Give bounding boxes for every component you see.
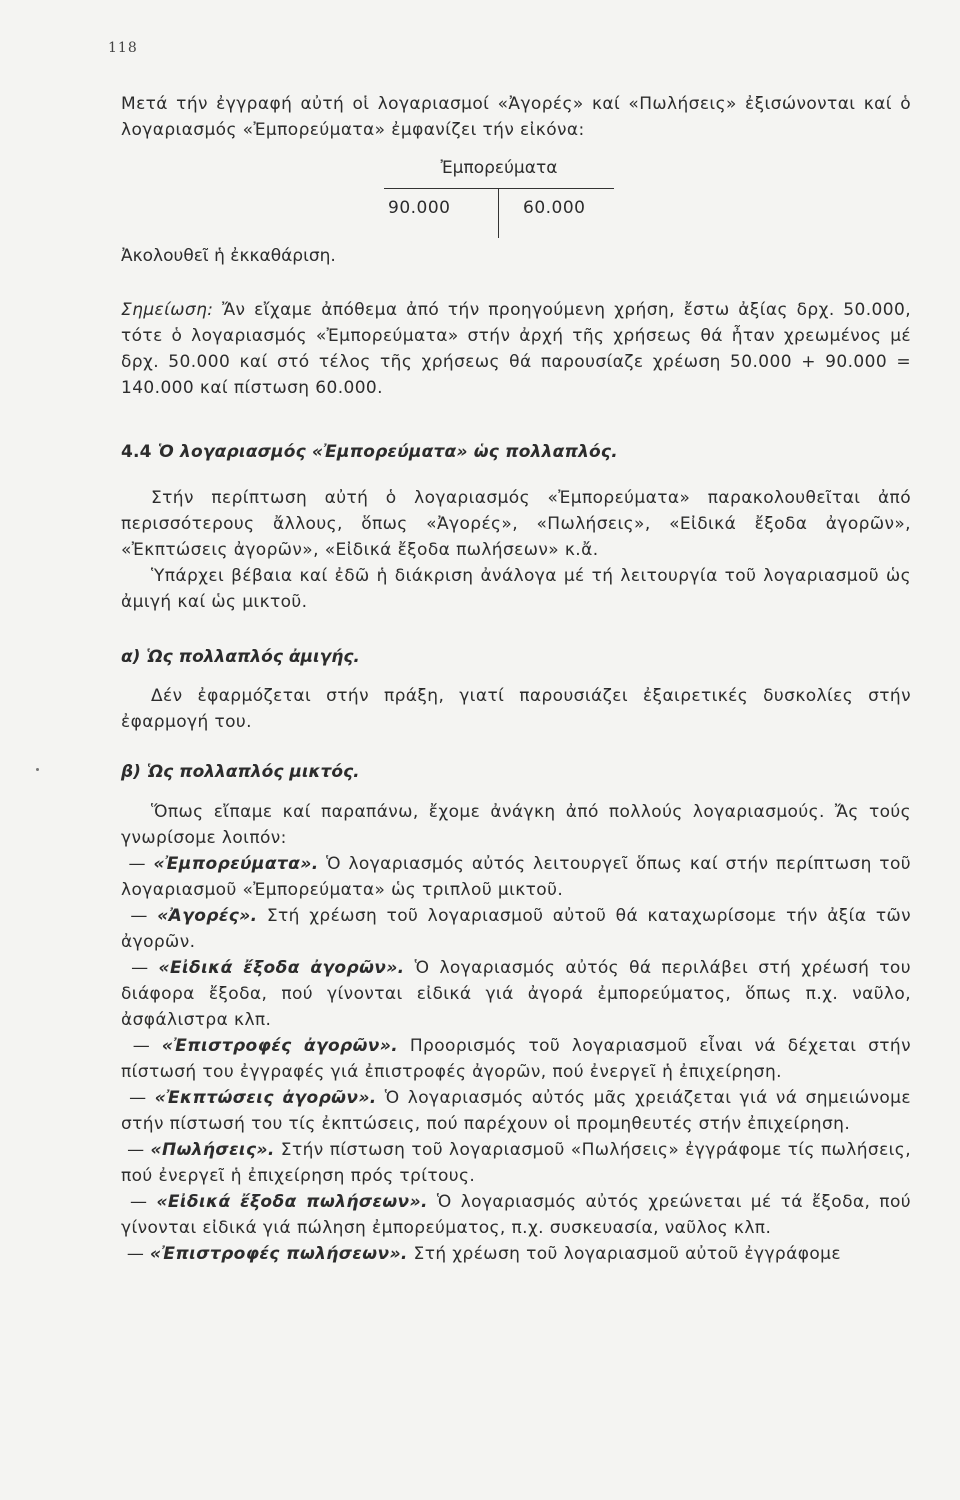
note-text: Ἄν εἴχαμε ἀπόθεμα ἀπό τήν προηγούμενη χρήση, ἔστω ἀξίας δρχ. 50.000, τότε ὁ λογαριασμός «Ἐμπορεύματα» στήν ἀρχή τῆς χρήσεως θά ἦταν χρεωμένος μέ δρχ. 50.000 καί στό τέλος τῆς χρήσεως θά παρουσίαζε χρέωση 50.000 + 90.000 = 140.000 καί πίστωση 60.000.	[121, 300, 911, 398]
subheading-a: α) Ὡς πολλαπλός ἀμιγής.	[121, 647, 360, 667]
t-account-credit: 60.000	[523, 198, 586, 218]
section-intro-paragraph-2: Ὑπάρχει βέβαια καί ἐδῶ ἡ διάκριση ἀνάλογα μέ τή λειτουργία τοῦ λογαριασμοῦ ὡς ἀμιγή καί ὡς μικτοῦ.	[121, 566, 911, 612]
subheading-b: β) Ὡς πολλαπλός μικτός.	[121, 762, 360, 782]
clearance-text: Ἀκολουθεῖ ἡ ἐκκαθάριση.	[121, 246, 336, 266]
account-item	[121, 1085, 911, 1137]
item-dash: —	[128, 854, 154, 874]
account-description: Στή χρέωση τοῦ λογαριασμοῦ αὐτοῦ ἐγγράφομε	[407, 1244, 841, 1264]
account-item	[121, 851, 911, 903]
account-item	[121, 1137, 911, 1189]
accounts-list	[121, 851, 911, 1267]
t-account-debit: 90.000	[388, 198, 451, 218]
item-dash: —	[132, 1036, 162, 1056]
subsection-a-text: Δέν ἐφαρμόζεται στήν πράξη, γιατί παρουσιάζει ἐξαιρετικές δυσκολίες στήν ἐφαρμογή του.	[121, 686, 911, 732]
account-description: Προορισμός τοῦ λογαριασμοῦ εἶναι νά δέχεται στήν πίστωσή του ἐγγραφές γιά ἐπιστροφές ἀγορῶν, πού ἐνεργεῖ ἡ ἐπιχείρηση.	[121, 1036, 911, 1082]
account-description: Ὁ λογαριασμός αὐτός λειτουργεῖ ὅπως καί στήν περίπτωση τοῦ λογαριασμοῦ «Ἐμπορεύματα» ὡς τριπλοῦ μικτοῦ.	[121, 854, 911, 900]
item-dash: —	[129, 1088, 155, 1108]
t-account-horizontal-line	[384, 188, 614, 189]
note-paragraph	[121, 297, 911, 401]
t-account-vertical-line	[498, 188, 499, 238]
section-intro	[121, 485, 911, 615]
account-name: «Ἐμπορεύματα».	[153, 854, 319, 874]
account-description: Ὁ λογαριασμός αὐτός μᾶς χρειάζεται γιά νά σημειώνομε στήν πίστωσή του τίς ἐκπτώσεις, πού παρέχουν οἱ προμηθευτές στήν ἐπιχείρηση.	[121, 1088, 911, 1134]
note-label: Σημείωση:	[121, 300, 214, 320]
account-name: «Ἐπιστροφές ἀγορῶν».	[161, 1036, 399, 1056]
account-item	[121, 1241, 911, 1267]
subsection-b-text: Ὅπως εἴπαμε καί παραπάνω, ἔχομε ἀνάγκη ἀπό πολλούς λογαριασμούς. Ἄς τούς γνωρίσομε λοιπόν:	[121, 802, 911, 848]
account-name: «Εἰδικά ἔξοδα πωλήσεων».	[156, 1192, 428, 1212]
account-name: «Πωλήσεις».	[150, 1140, 275, 1160]
item-dash: —	[131, 958, 159, 978]
t-account	[384, 158, 614, 248]
account-description: Ὁ λογαριασμός αὐτός χρεώνεται μέ τά ἔξοδα, πού γίνονται εἰδικά γιά πώληση ἐμπορεύματος, π.χ. συσκευασία, ναῦλος κλπ.	[121, 1192, 911, 1238]
account-description: Στή χρέωση τοῦ λογαριασμοῦ αὐτοῦ θά καταχωρίσομε τήν ἀξία τῶν ἀγορῶν.	[121, 906, 911, 952]
account-description: Στήν πίστωση τοῦ λογαριασμοῦ «Πωλήσεις» ἐγγράφομε τίς πωλήσεις, πού ἐνεργεῖ ἡ ἐπιχείρηση πρός τρίτους.	[121, 1140, 911, 1186]
section-number: 4.4	[121, 442, 152, 462]
account-name: «Ἐκπτώσεις ἀγορῶν».	[154, 1088, 377, 1108]
account-name: «Ἀγορές».	[157, 906, 258, 926]
account-description: Ὁ λογαριασμός αὐτός θά περιλάβει στή χρέωσή του διάφορα ἔξοδα, πού γίνονται εἰδικά γιά ἀγορά ἐμπορεύματος, ὅπως π.χ. ναῦλο, ἀσφάλιστρα κλπ.	[121, 958, 911, 1030]
item-dash: —	[126, 1244, 151, 1264]
account-item	[121, 955, 911, 1033]
t-account-title: Ἐμπορεύματα	[440, 158, 558, 178]
item-dash: —	[130, 906, 158, 926]
account-item	[121, 1033, 911, 1085]
account-item	[121, 1189, 911, 1241]
intro-paragraph: Μετά τήν ἐγγραφή αὐτή οἱ λογαριασμοί «Ἀγορές» καί «Πωλήσεις» ἐξισώνονται καί ὁ λογαριασμός «Ἐμπορεύματα» ἐμφανίζει τήν εἰκόνα:	[121, 94, 911, 140]
margin-dot	[36, 768, 39, 771]
section-title: Ὁ λογαριασμός «Ἐμπορεύματα» ὡς πολλαπλός.	[157, 442, 618, 462]
item-dash: —	[127, 1140, 151, 1160]
item-dash: —	[130, 1192, 157, 1212]
section-heading	[121, 442, 618, 462]
section-intro-paragraph-1: Στήν περίπτωση αὐτή ὁ λογαριασμός «Ἐμπορεύματα» παρακολουθεῖται ἀπό περισσότερους ἄλλους, ὅπως «Ἀγορές», «Πωλήσεις», «Εἰδικά ἔξοδα ἀγορῶν», «Ἐκπτώσεις ἀγορῶν», «Εἰδικά ἔξοδα πωλήσεων» κ.ἄ.	[121, 488, 911, 560]
account-item	[121, 903, 911, 955]
account-name: «Εἰδικά ἔξοδα ἀγορῶν».	[158, 958, 405, 978]
account-name: «Ἐπιστροφές πωλήσεων».	[150, 1244, 408, 1264]
page-number: 118	[108, 40, 138, 56]
